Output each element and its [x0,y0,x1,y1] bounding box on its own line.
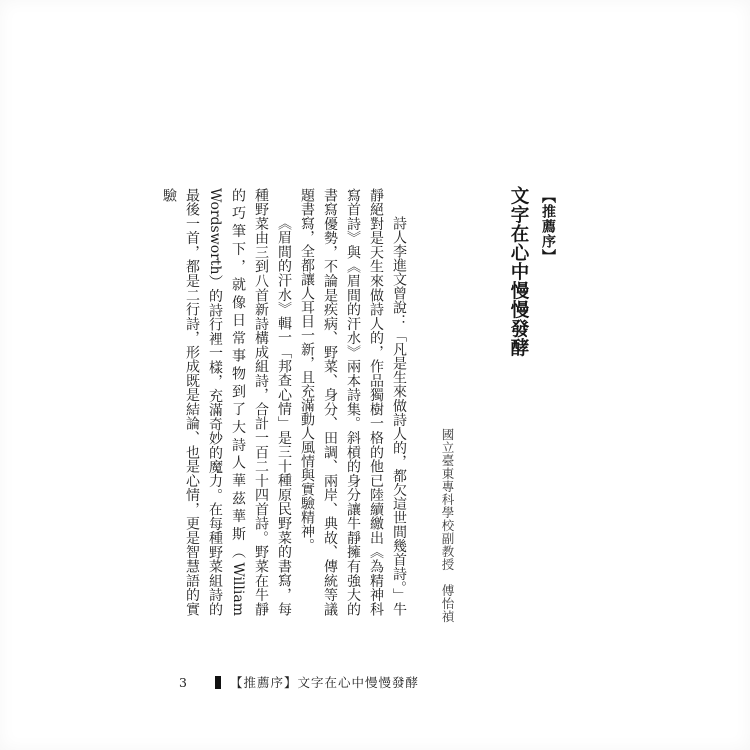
page-title: 文字在心中慢慢發酵 [508,186,529,357]
author-attribution: 國立臺東專科學校副教授 傅怡禎 [440,428,455,623]
body-paragraph: 《眉間的汗水》輯一「邦查心情」是三十種原民野菜的書寫，每種野菜由三到八首新詩構成組詩，合計一百二十四首詩。野菜在牛靜的巧筆下，就像日常事物到了大詩人華茲華斯（William Wordsworth）的詩行裡一樣，充滿奇妙的魔力。在每種野菜組詩的最後一首，都是二行詩，形成既是結論、也是心情，更是智慧語的實驗 [161,188,292,616]
section-tag: 【推薦序】 [540,189,556,264]
page-number: 3 [179,674,187,690]
footer-running-title: 【推薦序】文字在心中慢慢發酵 [230,675,420,690]
footer-bar-icon [215,676,221,689]
body-text [161,188,410,616]
page-footer [179,673,419,691]
body-paragraph: 詩人李進文曾說：「凡是生來做詩人的，都欠這世間幾首詩。」牛靜絕對是天生來做詩人的，作品獨樹一格的他已陸續繳出《為精神科寫首詩》與《眉間的汗水》兩本詩集。斜槓的身分讓牛靜擁有強大的書寫優勢，不論是疾病、野菜、身分、田調、兩岸、典故、傳統等議題書寫，全都讓人耳目一新，且充滿動人風情與實驗精神。 [299,188,407,616]
